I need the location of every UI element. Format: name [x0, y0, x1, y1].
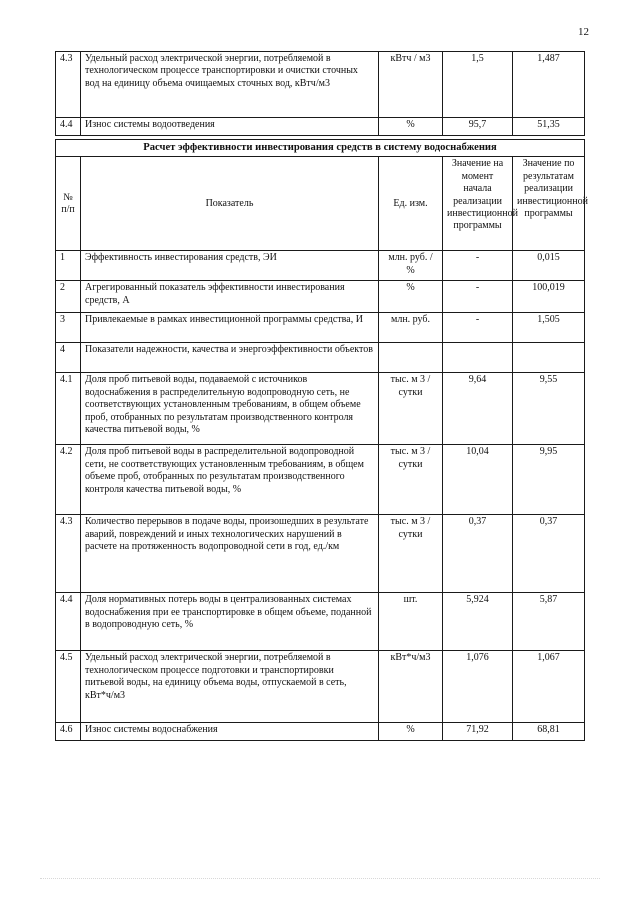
table-row — [56, 723, 585, 741]
row-number: 4.6 — [56, 723, 81, 741]
row-number: 4.2 — [56, 445, 81, 515]
header-unit: Ед. изм. — [379, 157, 443, 251]
result-value-cell: 0,37 — [513, 515, 585, 593]
row-number: 1 — [56, 251, 81, 281]
start-value-cell: 71,92 — [443, 723, 513, 741]
unit-cell: тыс. м 3 /сутки — [379, 445, 443, 515]
indicator-cell: Доля проб питьевой воды, подаваемой с источников водоснабжения в распределительную водопроводную сеть, не соответствующих установленным требованиям, в общем объеме проб, отобранных по результатам производственного контроля качества питьевой воды, % — [81, 373, 379, 445]
result-value-cell: 51,35 — [513, 118, 585, 136]
unit-cell: тыс. м 3 /сутки — [379, 373, 443, 445]
result-value-cell: 0,015 — [513, 251, 585, 281]
continued-table — [55, 51, 585, 136]
indicator-cell: Удельный расход электрической энергии, потребляемой в технологическом процессе транспортировки и очистки сточных вод на единицу объема очищаемых сточных вод, кВтч/м3 — [81, 52, 379, 118]
table-row — [56, 515, 585, 593]
table-row — [56, 118, 585, 136]
start-value-cell: 9,64 — [443, 373, 513, 445]
result-value-cell: 1,067 — [513, 651, 585, 723]
start-value-cell: 5,924 — [443, 593, 513, 651]
result-value-cell: 9,55 — [513, 373, 585, 445]
result-value-cell: 5,87 — [513, 593, 585, 651]
indicator-cell: Доля проб питьевой воды в распределительной водопроводной сети, не соответствующих установленным требованиям, в общем объеме проб, отобранных по результатам производственного контроля качества питьевой воды, % — [81, 445, 379, 515]
start-value-cell: - — [443, 313, 513, 343]
table-title: Расчет эффективности инвестирования средств в систему водоснабжения — [56, 140, 585, 157]
investment-efficiency-table — [55, 139, 588, 741]
start-value-cell: 1,5 — [443, 52, 513, 118]
unit-cell: млн. руб. / % — [379, 251, 443, 281]
row-number: 4.4 — [56, 118, 81, 136]
unit-cell: % — [379, 281, 443, 313]
indicator-cell: Износ системы водоотведения — [81, 118, 379, 136]
result-value-cell: 100,019 — [513, 281, 585, 313]
table-row — [56, 593, 585, 651]
table-row — [56, 281, 585, 313]
table-row — [56, 445, 585, 515]
table-row — [56, 52, 585, 118]
result-value-cell: 9,95 — [513, 445, 585, 515]
indicator-cell: Агрегированный показатель эффективности инвестирования средств, А — [81, 281, 379, 313]
table-header-row — [56, 157, 585, 251]
table-row — [56, 651, 585, 723]
table-row — [56, 251, 585, 281]
row-number: 4.5 — [56, 651, 81, 723]
indicator-cell: Привлекаемые в рамках инвестиционной программы средства, И — [81, 313, 379, 343]
start-value-cell: - — [443, 251, 513, 281]
row-number: 4.4 — [56, 593, 81, 651]
table-row — [56, 313, 585, 343]
indicator-cell: Доля нормативных потерь воды в централизованных системах водоснабжения при ее транспортировке в общем объеме, поданной в водопроводную сеть, % — [81, 593, 379, 651]
table-row — [56, 343, 585, 373]
start-value-cell: 95,7 — [443, 118, 513, 136]
header-result-value: Значение по результатам реализации инвестиционной программы — [513, 157, 585, 251]
unit-cell — [379, 343, 443, 373]
row-number: 4.3 — [56, 52, 81, 118]
unit-cell: % — [379, 118, 443, 136]
scan-artifact — [40, 878, 600, 881]
row-number: 3 — [56, 313, 81, 343]
row-number: 4.3 — [56, 515, 81, 593]
result-value-cell: 1,505 — [513, 313, 585, 343]
row-number: 4.1 — [56, 373, 81, 445]
indicator-cell: Эффективность инвестирования средств, ЭИ — [81, 251, 379, 281]
result-value-cell: 1,487 — [513, 52, 585, 118]
start-value-cell: - — [443, 281, 513, 313]
table-row — [56, 373, 585, 445]
unit-cell: шт. — [379, 593, 443, 651]
header-indicator: Показатель — [81, 157, 379, 251]
header-start-value: Значение на момент начала реализации инвестиционной программы — [443, 157, 513, 251]
unit-cell: млн. руб. — [379, 313, 443, 343]
unit-cell: кВт*ч/м3 — [379, 651, 443, 723]
row-number: 4 — [56, 343, 81, 373]
indicator-cell: Количество перерывов в подаче воды, произошедших в результате аварий, повреждений и иных технологических нарушений в расчете на протяженность водопроводной сети в год, ед./км — [81, 515, 379, 593]
table-title-row — [56, 140, 585, 157]
unit-cell: тыс. м 3 /сутки — [379, 515, 443, 593]
start-value-cell: 1,076 — [443, 651, 513, 723]
header-num: № п/п — [56, 157, 81, 251]
unit-cell: % — [379, 723, 443, 741]
start-value-cell: 10,04 — [443, 445, 513, 515]
result-value-cell: 68,81 — [513, 723, 585, 741]
row-number: 2 — [56, 281, 81, 313]
start-value-cell — [443, 343, 513, 373]
start-value-cell: 0,37 — [443, 515, 513, 593]
indicator-cell: Показатели надежности, качества и энергоэффективности объектов — [81, 343, 379, 373]
unit-cell: кВтч / м3 — [379, 52, 443, 118]
indicator-cell: Износ системы водоснабжения — [81, 723, 379, 741]
result-value-cell — [513, 343, 585, 373]
page-number: 12 — [578, 26, 589, 38]
indicator-cell: Удельный расход электрической энергии, потребляемой в технологическом процессе подготовки и транспортировки питьевой воды, на единицу объема воды, отпускаемой в сеть, кВт*ч/м3 — [81, 651, 379, 723]
